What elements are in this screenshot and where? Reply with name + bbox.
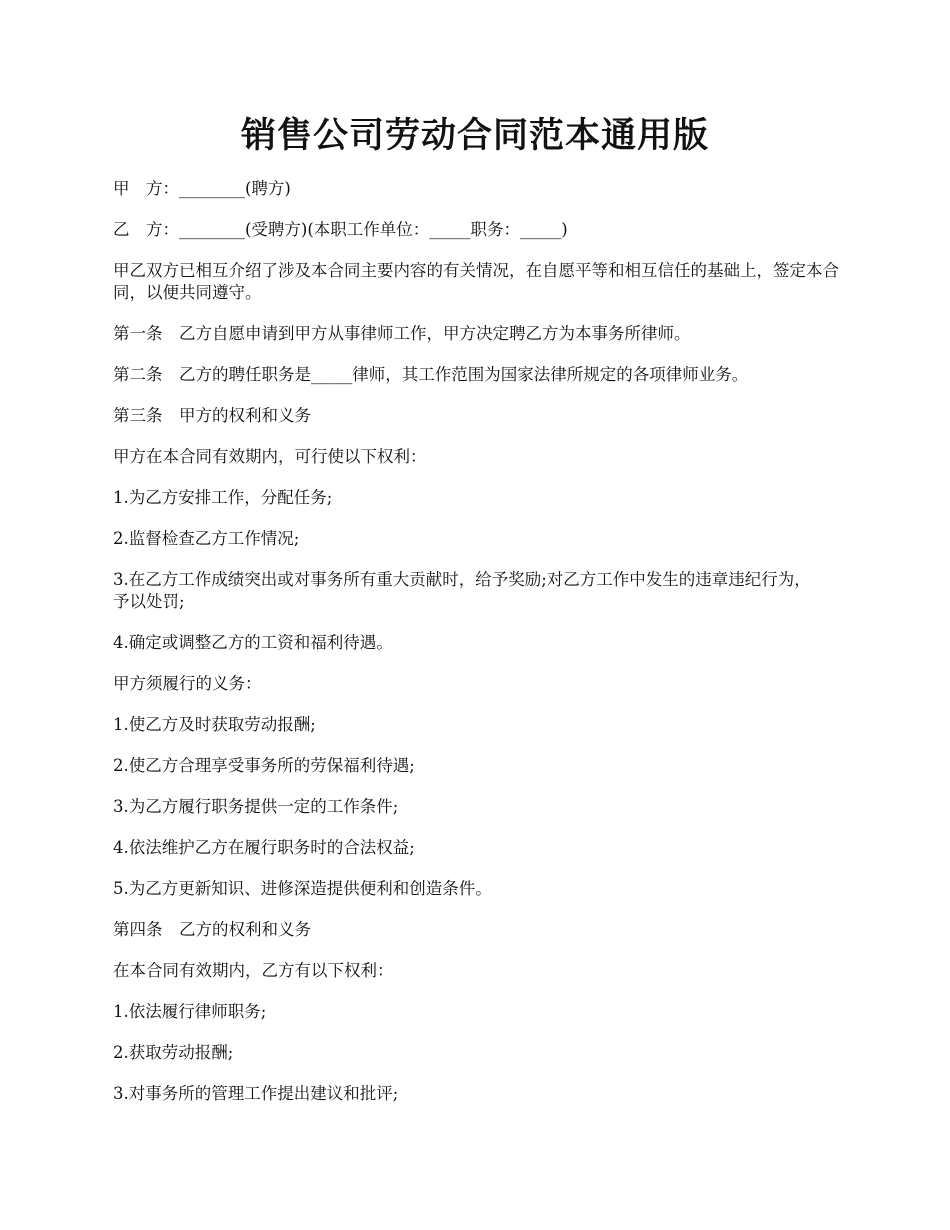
party-a-right-item: 4.确定或调整乙方的工资和福利待遇。	[113, 633, 393, 652]
party-a-duty-item: 5.为乙方更新知识、进修深造提供便利和创造条件。	[113, 879, 492, 898]
party-b-line: 乙 方：________(受聘方)(本职工作单位：_____职务：_____)	[113, 220, 568, 239]
party-b-right-item: 1.依法履行律师职务;	[113, 1002, 267, 1021]
party-a-line: 甲 方：________(聘方)	[113, 179, 291, 198]
article-4-heading: 第四条 乙方的权利和义务	[113, 920, 311, 939]
preamble-paragraph: 甲乙双方已相互介绍了涉及本合同主要内容的有关情况，在自愿平等和相互信任的基础上，签定本合同，以便共同遵守。	[113, 261, 839, 302]
party-a-right-item: 2.监督检查乙方工作情况;	[113, 529, 300, 548]
document-title: 销售公司劳动合同范本通用版	[240, 115, 709, 156]
party-b-right-item: 2.获取劳动报酬;	[113, 1043, 234, 1062]
party-a-duty-item: 4.依法维护乙方在履行职务时的合法权益;	[113, 838, 415, 857]
party-a-right-item: 3.在乙方工作成绩突出或对事务所有重大贡献时，给予奖励;对乙方工作中发生的违章违纪行为，予以处罚;	[113, 570, 811, 611]
party-a-duty-item: 2.使乙方合理享受事务所的劳保福利待遇;	[113, 756, 415, 775]
party-b-rights-intro: 在本合同有效期内，乙方有以下权利：	[113, 961, 394, 980]
article-3-heading: 第三条 甲方的权利和义务	[113, 406, 311, 425]
document-body	[113, 178, 853, 1105]
article-1: 第一条 乙方自愿申请到甲方从事律师工作，甲方决定聘乙方为本事务所律师。	[113, 324, 691, 343]
article-2: 第二条 乙方的聘任职务是_____律师，其工作范围为国家法律所规定的各项律师业务。	[113, 365, 749, 384]
party-a-rights-intro: 甲方在本合同有效期内，可行使以下权利：	[113, 447, 427, 466]
party-a-duty-item: 1.使乙方及时获取劳动报酬;	[113, 715, 316, 734]
party-a-right-item: 1.为乙方安排工作，分配任务;	[113, 488, 333, 507]
party-a-duties-intro: 甲方须履行的义务：	[113, 674, 262, 693]
party-b-right-item: 3.对事务所的管理工作提出建议和批评;	[113, 1084, 399, 1103]
party-a-duty-item: 3.为乙方履行职务提供一定的工作条件;	[113, 797, 399, 816]
